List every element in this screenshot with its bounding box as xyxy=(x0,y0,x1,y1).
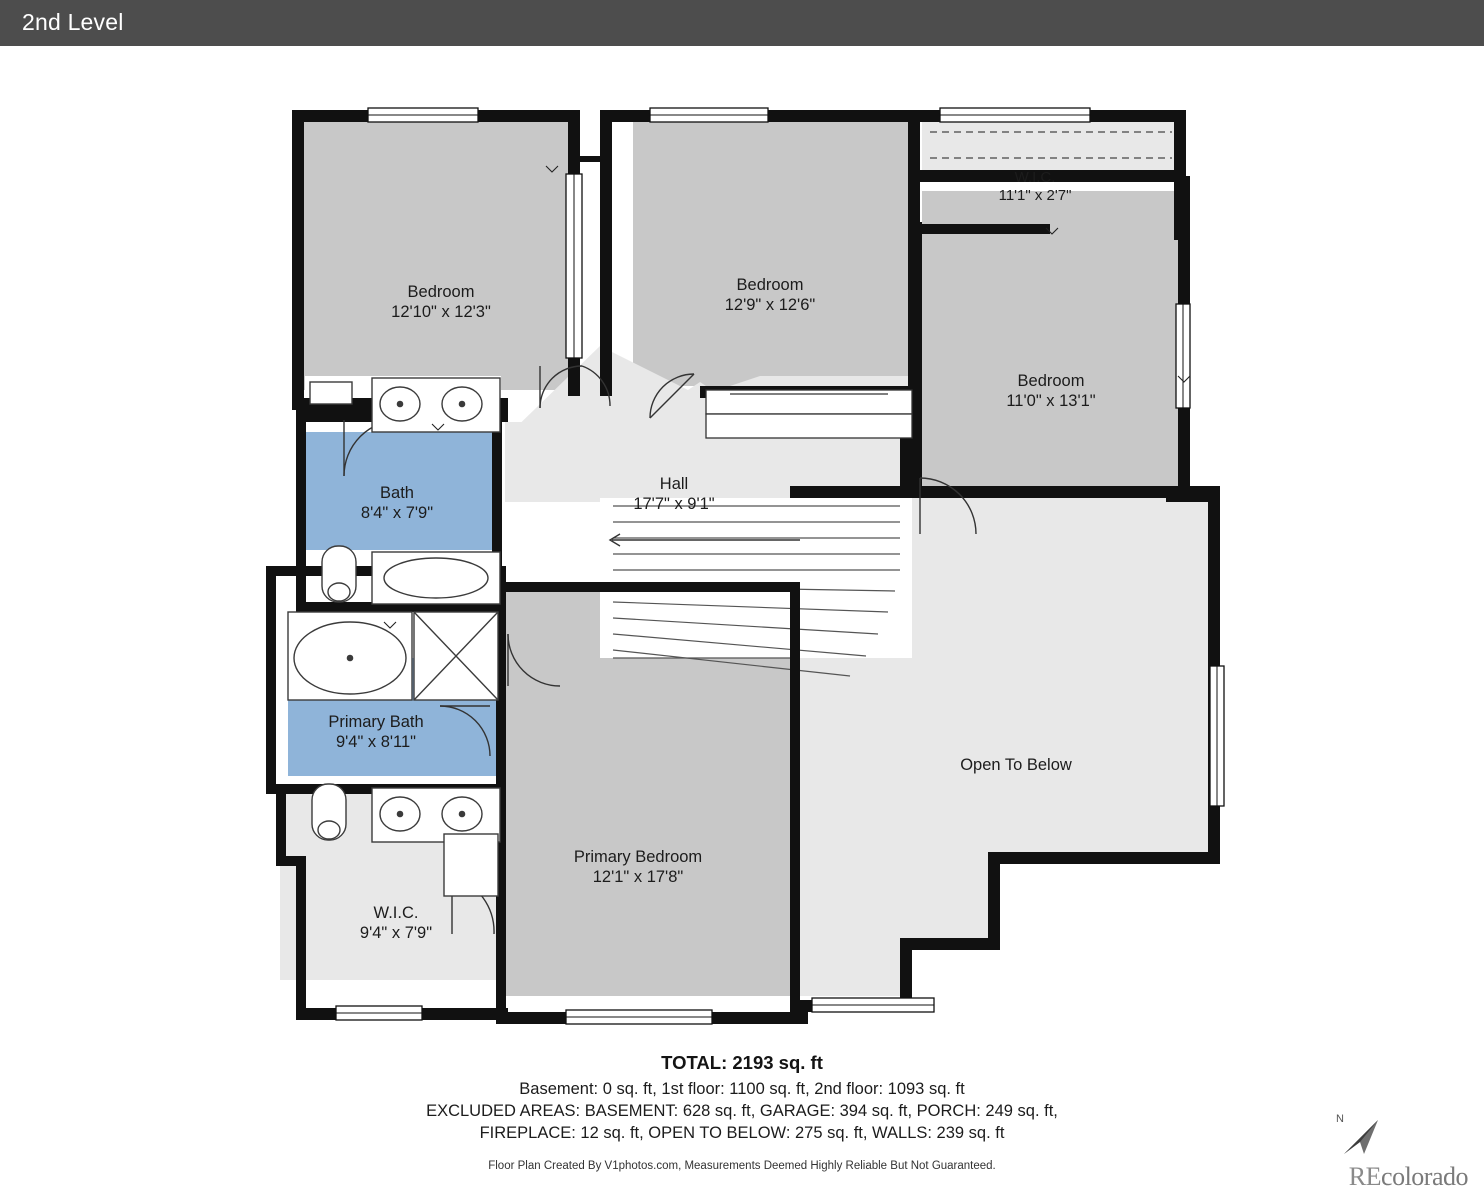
room-dimensions: 12'9" x 12'6" xyxy=(724,296,816,315)
room-name: Hall xyxy=(659,475,689,493)
room-dimensions: 11'0" x 13'1" xyxy=(1006,392,1096,411)
page-title: 2nd Level xyxy=(22,9,124,35)
room-dimensions: 12'10" x 12'3" xyxy=(391,303,491,322)
room-dimensions: 11'1" x 2'7" xyxy=(998,187,1072,205)
total-sqft: TOTAL: 2193 sq. ft xyxy=(661,1052,823,1073)
room-name: Bedroom xyxy=(407,283,475,301)
north-arrow-icon xyxy=(1334,1108,1388,1162)
room-name: W.I.C. xyxy=(1014,169,1056,186)
svg-text:N: N xyxy=(1336,1113,1344,1125)
excluded-areas-line-1: EXCLUDED AREAS: BASEMENT: 628 sq. ft, GARAGE: 394 sq. ft, PORCH: 249 sq. ft, xyxy=(426,1101,1058,1120)
floor-plan-canvas xyxy=(0,46,1484,1056)
room-name: W.I.C. xyxy=(373,904,419,922)
room-dimensions: 17'7" x 9'1" xyxy=(633,495,715,514)
footer-summary xyxy=(0,1052,1484,1144)
logo-colorado: colorado xyxy=(1381,1162,1468,1191)
recolorado-logo xyxy=(1349,1162,1468,1192)
room-name: Bedroom xyxy=(1017,372,1085,390)
room-name: Primary Bedroom xyxy=(573,848,703,866)
room-name: Bath xyxy=(380,484,414,502)
room-name: Bedroom xyxy=(736,276,804,294)
floor-breakdown: Basement: 0 sq. ft, 1st floor: 1100 sq. ft, 2nd floor: 1093 sq. ft xyxy=(519,1080,965,1098)
room-name: Open To Below xyxy=(960,756,1072,774)
room-dimensions: 9'4" x 8'11" xyxy=(335,733,417,752)
header-bar xyxy=(0,0,1484,46)
excluded-areas-line-2: FIREPLACE: 12 sq. ft, OPEN TO BELOW: 275 sq. ft, WALLS: 239 sq. ft xyxy=(479,1123,1005,1142)
room-dimensions: 12'1" x 17'8" xyxy=(592,868,684,887)
floor-plan-drawing xyxy=(0,46,1484,1056)
room-dimensions: 9'4" x 7'9" xyxy=(359,924,433,943)
room-name: Primary Bath xyxy=(328,713,424,731)
disclaimer-text: Floor Plan Created By V1photos.com, Measurements Deemed Highly Reliable But Not Guaranteed. xyxy=(488,1160,996,1172)
logo-re: RE xyxy=(1348,1162,1382,1191)
hall-closet xyxy=(706,390,912,438)
room-dimensions: 8'4" x 7'9" xyxy=(360,504,434,523)
